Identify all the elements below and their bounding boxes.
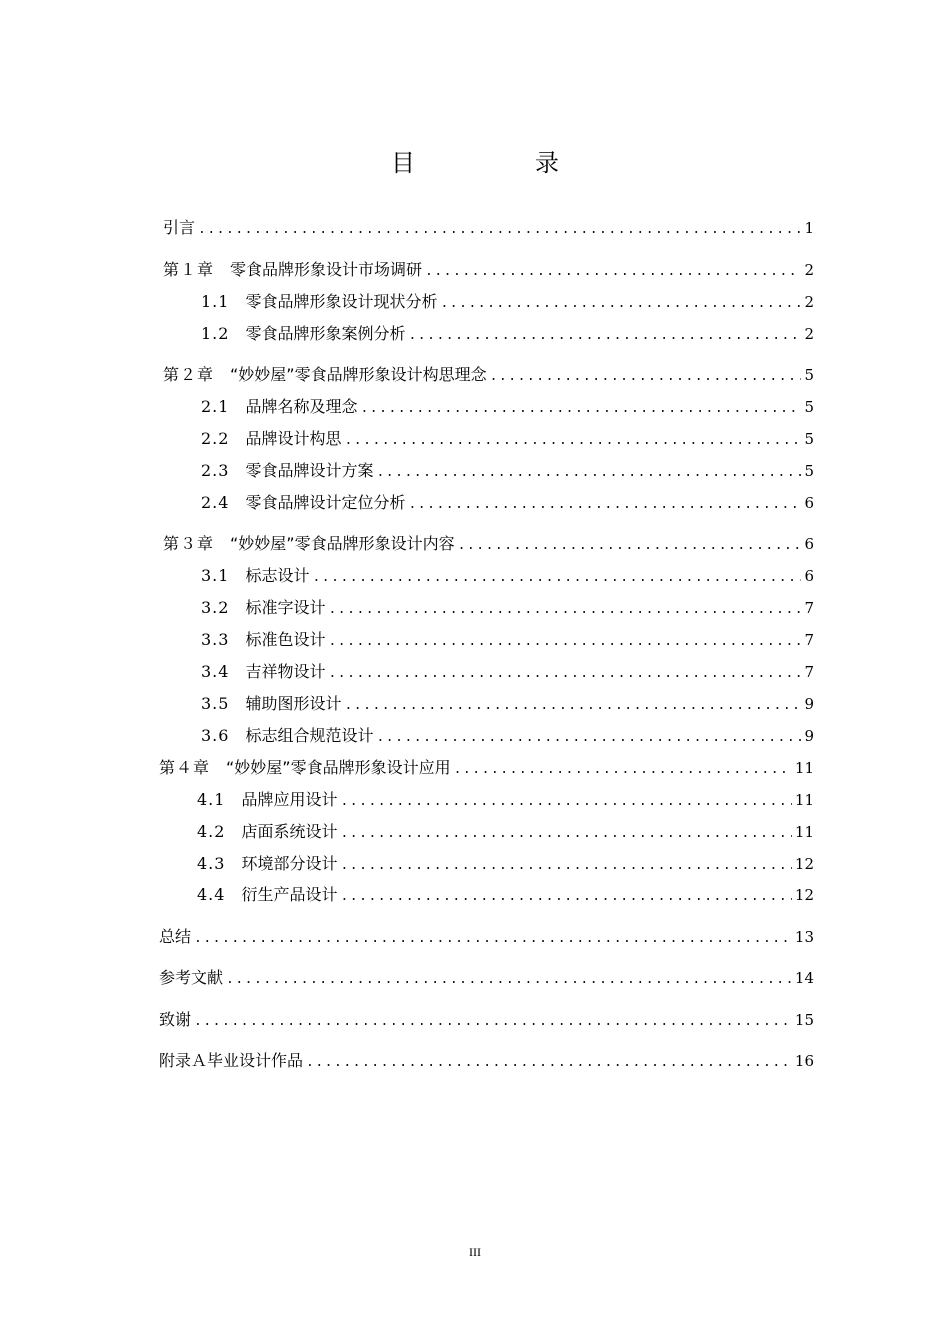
toc-leader-dots [490, 364, 802, 390]
toc-entry-page: 1 [804, 219, 814, 237]
toc-section-number: 4.2 [197, 822, 226, 841]
toc-leader-dots [458, 533, 802, 559]
toc-entry-page: 5 [804, 398, 814, 416]
toc-entry-page: 14 [794, 969, 814, 987]
toc-leader-dots [340, 853, 791, 879]
toc-entry-section-3-2[interactable] [201, 595, 814, 621]
toc-section-number: 3.1 [201, 566, 230, 585]
toc-section-number: 2.2 [201, 429, 230, 448]
toc-leader-dots [376, 725, 801, 751]
toc-section-number: 4.4 [197, 885, 226, 904]
toc-entry-label: “妙妙屋”零食品牌形象设计构思理念 [230, 365, 487, 384]
toc-leader-dots [440, 291, 801, 317]
toc-entry-summary[interactable] [159, 924, 814, 950]
toc-leader-dots [198, 217, 801, 243]
toc-entry-page: 2 [804, 261, 814, 279]
toc-entry-label: 零食品牌形象设计现状分析 [245, 292, 438, 311]
toc-entry-label: “妙妙屋”零食品牌形象设计应用 [226, 758, 451, 777]
toc-entry-page: 6 [804, 494, 814, 512]
toc-chapter-number: 第１章 [163, 260, 215, 279]
toc-entry-label: 零食品牌设计定位分析 [245, 493, 406, 512]
toc-entry-page: 7 [804, 663, 814, 681]
toc-section-number: 4.1 [197, 790, 226, 809]
toc-entry-label: 品牌设计构思 [245, 429, 342, 448]
toc-entry-label: “妙妙屋”零食品牌形象设计内容 [230, 534, 455, 553]
toc-entry-label: 附录Ａ毕业设计作品 [159, 1051, 304, 1070]
toc-leader-dots [376, 460, 801, 486]
toc-entry-page: 12 [794, 855, 814, 873]
toc-section-number: 2.1 [201, 397, 230, 416]
toc-entry-page: 6 [804, 567, 814, 585]
toc-leader-dots [408, 323, 801, 349]
toc-entry-section-3-6[interactable] [201, 723, 814, 749]
toc-entry-page: 11 [794, 759, 814, 777]
toc-entry-section-3-3[interactable] [201, 627, 814, 653]
toc-entry-page: 7 [804, 599, 814, 617]
toc-section-number: 2.3 [201, 461, 230, 480]
toc-section-number: 1.1 [201, 292, 230, 311]
toc-entry-label: 标准色设计 [245, 630, 326, 649]
toc-chapter-number: 第３章 [163, 534, 215, 553]
toc-entry-label: 店面系统设计 [241, 822, 338, 841]
toc-entry-section-2-2[interactable] [201, 426, 814, 452]
toc-leader-dots [328, 661, 801, 687]
toc-entry-section-4-2[interactable] [197, 819, 814, 845]
toc-entry-section-3-5[interactable] [201, 691, 814, 717]
toc-entry-label: 引言 [163, 218, 196, 237]
page-title: 目 录 [391, 149, 607, 177]
toc-entry-page: 16 [794, 1052, 814, 1070]
toc-entry-page: 5 [804, 462, 814, 480]
toc-leader-dots [226, 967, 792, 993]
toc-entry-label: 环境部分设计 [241, 854, 338, 873]
toc-entry-chapter-2[interactable] [163, 362, 814, 388]
toc-entry-label: 品牌应用设计 [241, 790, 338, 809]
toc-entry-page: 5 [804, 430, 814, 448]
toc-leader-dots [344, 428, 801, 454]
toc-section-number: 1.2 [201, 324, 230, 343]
toc-section-number: 3.2 [201, 598, 230, 617]
toc-section-number: 4.3 [197, 854, 226, 873]
toc-entry-section-1-2[interactable] [201, 321, 814, 347]
toc-entry-label: 辅助图形设计 [245, 694, 342, 713]
toc-entry-page: 11 [794, 791, 814, 809]
toc-leader-dots [425, 259, 801, 285]
toc-section-number: 2.4 [201, 493, 230, 512]
toc-leader-dots [306, 1050, 792, 1076]
toc-entry-page: 2 [804, 293, 814, 311]
toc-entry-chapter-1[interactable] [163, 257, 814, 283]
toc-entry-section-2-1[interactable] [201, 394, 814, 420]
toc-leader-dots [340, 789, 791, 815]
toc-entry-label: 品牌名称及理念 [245, 397, 358, 416]
toc-entry-section-4-1[interactable] [197, 787, 814, 813]
toc-leader-dots [194, 926, 792, 952]
toc-entry-page: 7 [804, 631, 814, 649]
toc-entry-label: 吉祥物设计 [245, 662, 326, 681]
toc-entry-label: 零食品牌形象设计市场调研 [230, 260, 423, 279]
toc-entry-page: 15 [794, 1011, 814, 1029]
toc-entry-page: 9 [804, 727, 814, 745]
toc-section-number: 3.5 [201, 694, 230, 713]
toc-leader-dots [312, 565, 801, 591]
toc-entry-page: 11 [794, 823, 814, 841]
toc-entry-section-4-3[interactable] [197, 851, 814, 877]
toc-entry-page: 9 [804, 695, 814, 713]
toc-entry-page: 12 [794, 886, 814, 904]
toc-leader-dots [454, 757, 792, 783]
toc-leader-dots [360, 396, 801, 422]
toc-leader-dots [340, 884, 791, 910]
toc-entry-intro[interactable] [163, 215, 814, 241]
toc-entry-references[interactable] [159, 965, 814, 991]
toc-entry-section-1-1[interactable] [201, 289, 814, 315]
toc-entry-label: 标志设计 [245, 566, 310, 585]
toc-leader-dots [408, 492, 801, 518]
toc-entry-label: 衍生产品设计 [241, 885, 338, 904]
toc-section-number: 3.4 [201, 662, 230, 681]
toc-entry-label: 标志组合规范设计 [245, 726, 374, 745]
toc-entry-chapter-4[interactable] [159, 755, 814, 781]
toc-entry-section-2-3[interactable] [201, 458, 814, 484]
toc-entry-section-3-1[interactable] [201, 563, 814, 589]
toc-entry-appendix[interactable] [159, 1048, 814, 1074]
toc-entry-page: 13 [794, 928, 814, 946]
toc-entry-thanks[interactable] [159, 1007, 814, 1033]
toc-entry-page: 6 [804, 535, 814, 553]
toc-entry-section-2-4[interactable] [201, 490, 814, 516]
toc-entry-section-4-4[interactable] [197, 882, 814, 908]
toc-entry-section-3-4[interactable] [201, 659, 814, 685]
toc-entry-label: 致谢 [159, 1010, 192, 1029]
toc-entry-page: 5 [804, 366, 814, 384]
toc-leader-dots [344, 693, 801, 719]
toc-entry-label: 零食品牌形象案例分析 [245, 324, 406, 343]
toc-entry-page: 2 [804, 325, 814, 343]
toc-section-number: 3.3 [201, 630, 230, 649]
page-number: III [469, 1245, 481, 1259]
toc-chapter-number: 第２章 [163, 365, 215, 384]
toc-entry-label: 标准字设计 [245, 598, 326, 617]
toc-leader-dots [328, 597, 801, 623]
toc-section-number: 3.6 [201, 726, 230, 745]
toc-entry-label: 总结 [159, 927, 192, 946]
toc-leader-dots [340, 821, 791, 847]
toc-entry-label: 零食品牌设计方案 [245, 461, 374, 480]
toc-entry-chapter-3[interactable] [163, 531, 814, 557]
toc-chapter-number: 第４章 [159, 758, 211, 777]
toc-leader-dots [194, 1009, 792, 1035]
toc-entry-label: 参考文献 [159, 968, 224, 987]
toc-leader-dots [328, 629, 801, 655]
